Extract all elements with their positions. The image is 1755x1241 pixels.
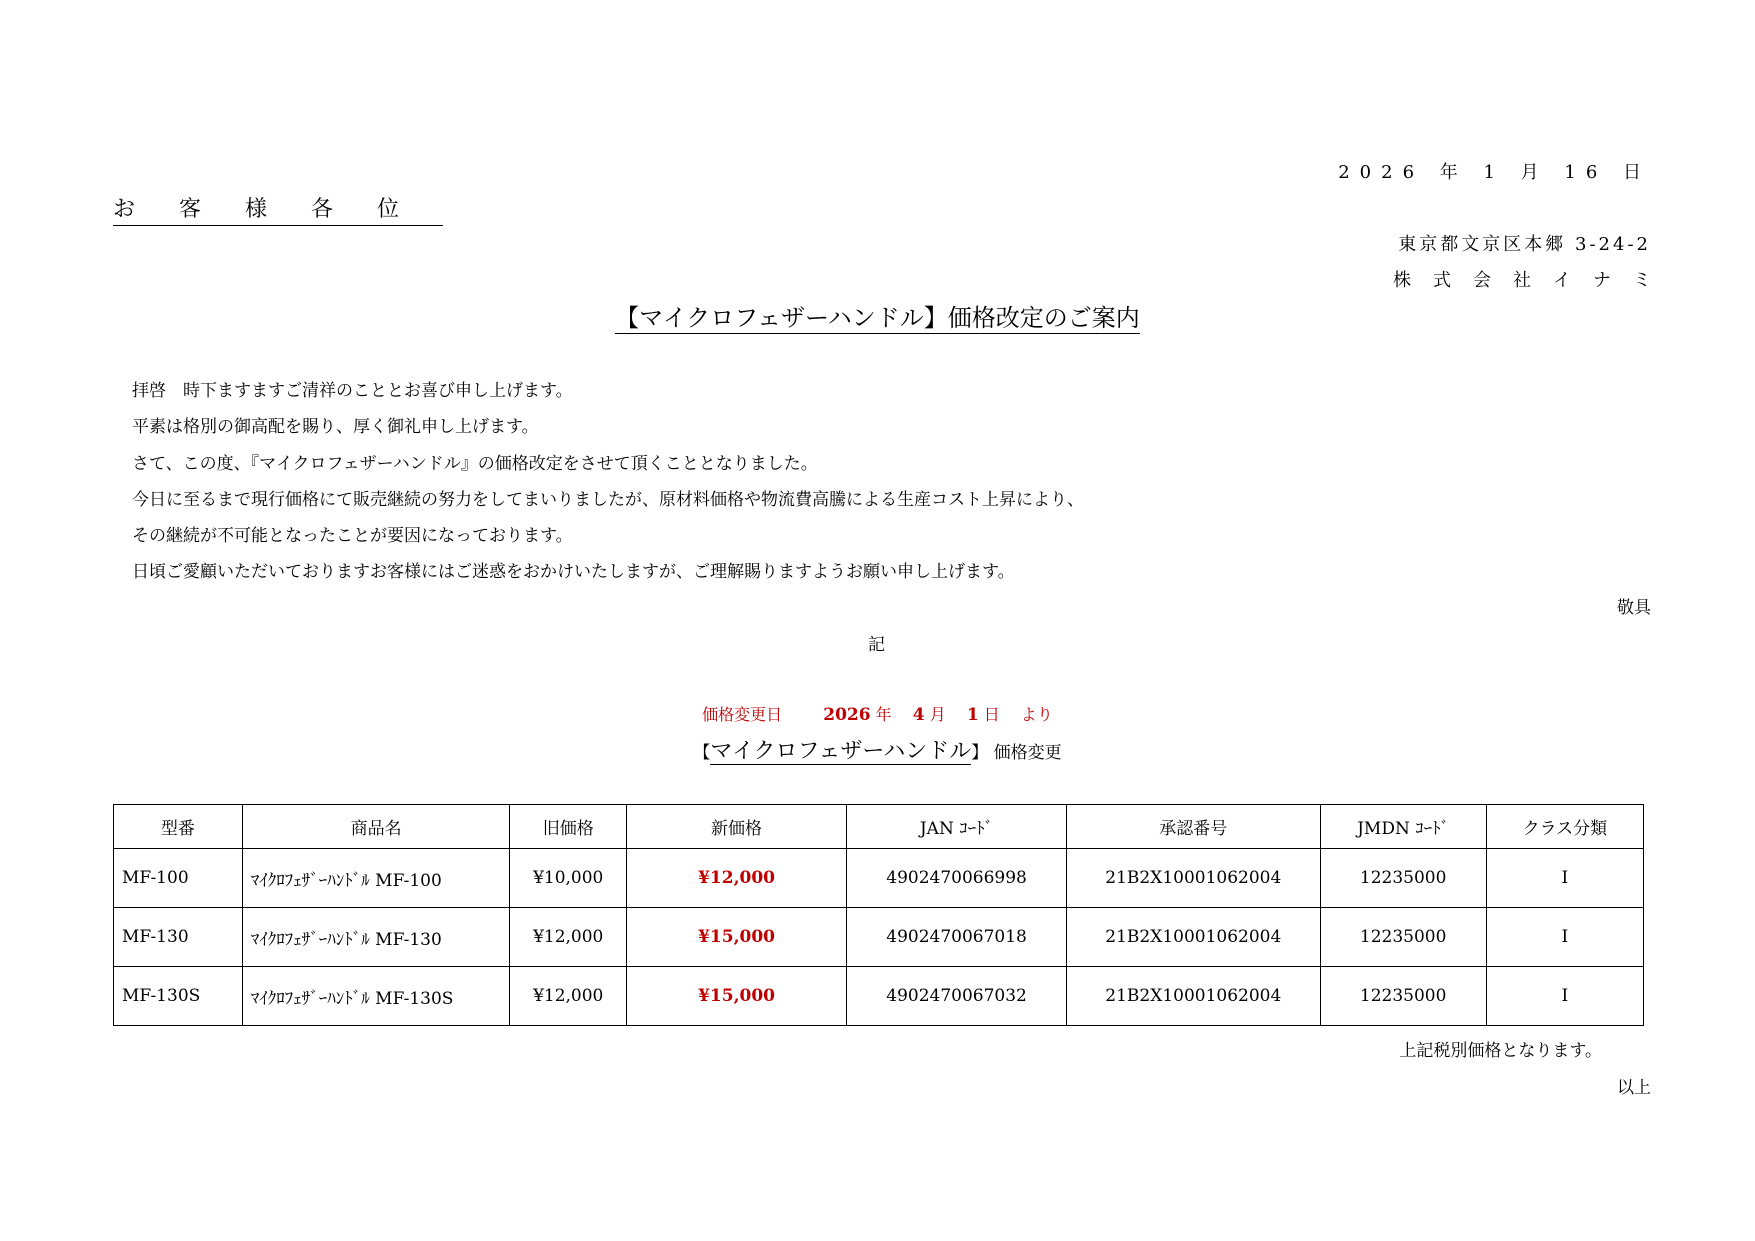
header-new-price: 新価格 xyxy=(627,805,847,849)
closing-keigu: 敬具 xyxy=(1617,598,1651,618)
document-title-text: 【マイクロフェザーハンドル】価格改定のご案内 xyxy=(615,304,1140,332)
end-marker: 以上 xyxy=(1617,1078,1651,1098)
header-class: クラス分類 xyxy=(1486,805,1643,849)
body-line-3: さて、この度、『マイクロフェザーハンドル』の価格改定をさせて頂くこととなりました。 xyxy=(132,454,818,474)
cell-jmdn-code: 12235000 xyxy=(1320,849,1486,908)
subtitle-product-name: マイクロフェザーハンドル xyxy=(710,739,972,764)
cell-class: Ⅰ xyxy=(1486,849,1643,908)
table-header-row xyxy=(114,805,1644,849)
cell-product-name: ﾏｲｸﾛﾌｪｻﾞｰﾊﾝﾄﾞﾙ MF-130 xyxy=(242,908,510,967)
header-jan-code: JAN ｺｰﾄﾞ xyxy=(847,805,1067,849)
cell-jmdn-code: 12235000 xyxy=(1320,908,1486,967)
change-year-unit: 年 xyxy=(875,705,892,724)
issue-date: 2026 年 1 月 16 日 xyxy=(1338,162,1651,183)
table-row xyxy=(114,908,1644,967)
cell-new-price: ¥15,000 xyxy=(627,908,847,967)
change-date-label: 価格変更日 xyxy=(702,705,783,724)
cell-new-price: ¥15,000 xyxy=(627,967,847,1026)
ki-marker: 記 xyxy=(868,635,885,655)
header-jmdn-code: JMDN ｺｰﾄﾞ xyxy=(1320,805,1486,849)
price-table xyxy=(113,804,1644,1026)
cell-model: MF-100 xyxy=(114,849,243,908)
cell-jan-code: 4902470066998 xyxy=(847,849,1067,908)
company-name: 株式会社イナミ xyxy=(1393,270,1673,291)
cell-model: MF-130 xyxy=(114,908,243,967)
change-month: 4 xyxy=(912,705,925,725)
cell-jan-code: 4902470067018 xyxy=(847,908,1067,967)
header-approval-number: 承認番号 xyxy=(1067,805,1320,849)
table-row xyxy=(114,967,1644,1026)
section-subtitle xyxy=(0,734,1755,765)
change-day: 1 xyxy=(966,705,979,725)
body-line-6: 日頃ご愛顧いただいておりますお客様にはご迷惑をおかけいたしますが、ご理解賜りますようお願い申し上げます。 xyxy=(132,562,1015,582)
header-product-name: 商品名 xyxy=(242,805,510,849)
recipient: お客様各位 xyxy=(113,192,443,226)
body-line-4: 今日に至るまで現行価格にて販売継続の努力をしてまいりましたが、原材料価格や物流費高騰による生産コスト上昇により、 xyxy=(132,490,1084,510)
header-model: 型番 xyxy=(114,805,243,849)
tax-note: 上記税別価格となります。 xyxy=(1399,1041,1602,1061)
cell-old-price: ¥12,000 xyxy=(510,967,627,1026)
cell-class: Ⅰ xyxy=(1486,967,1643,1026)
document-title xyxy=(0,298,1755,333)
cell-old-price: ¥12,000 xyxy=(510,908,627,967)
subtitle-open-bracket: 【 xyxy=(693,743,711,763)
body-line-1: 拝啓 時下ますますご清祥のこととお喜び申し上げます。 xyxy=(132,381,573,401)
change-year: 2026 xyxy=(823,705,871,725)
cell-new-price: ¥12,000 xyxy=(627,849,847,908)
cell-approval-number: 21B2X10001062004 xyxy=(1067,908,1320,967)
cell-jmdn-code: 12235000 xyxy=(1320,967,1486,1026)
subtitle-suffix: 価格変更 xyxy=(993,743,1062,763)
cell-jan-code: 4902470067032 xyxy=(847,967,1067,1026)
cell-product-name: ﾏｲｸﾛﾌｪｻﾞｰﾊﾝﾄﾞﾙ MF-130S xyxy=(242,967,510,1026)
body-line-5: その継続が不可能となったことが要因になっております。 xyxy=(132,526,573,546)
cell-model: MF-130S xyxy=(114,967,243,1026)
change-month-unit: 月 xyxy=(929,705,946,724)
change-suffix: より xyxy=(1020,705,1053,724)
cell-product-name: ﾏｲｸﾛﾌｪｻﾞｰﾊﾝﾄﾞﾙ MF-100 xyxy=(242,849,510,908)
subtitle-close-bracket: 】 xyxy=(971,743,989,763)
cell-class: Ⅰ xyxy=(1486,908,1643,967)
cell-old-price: ¥10,000 xyxy=(510,849,627,908)
body-line-2: 平素は格別の御高配を賜り、厚く御礼申し上げます。 xyxy=(132,417,539,437)
change-day-unit: 日 xyxy=(983,705,1000,724)
company-address: 東京都文京区本郷 3-24-2 xyxy=(1398,234,1651,255)
price-change-date xyxy=(0,702,1755,725)
header-old-price: 旧価格 xyxy=(510,805,627,849)
cell-approval-number: 21B2X10001062004 xyxy=(1067,967,1320,1026)
table-row xyxy=(114,849,1644,908)
cell-approval-number: 21B2X10001062004 xyxy=(1067,849,1320,908)
